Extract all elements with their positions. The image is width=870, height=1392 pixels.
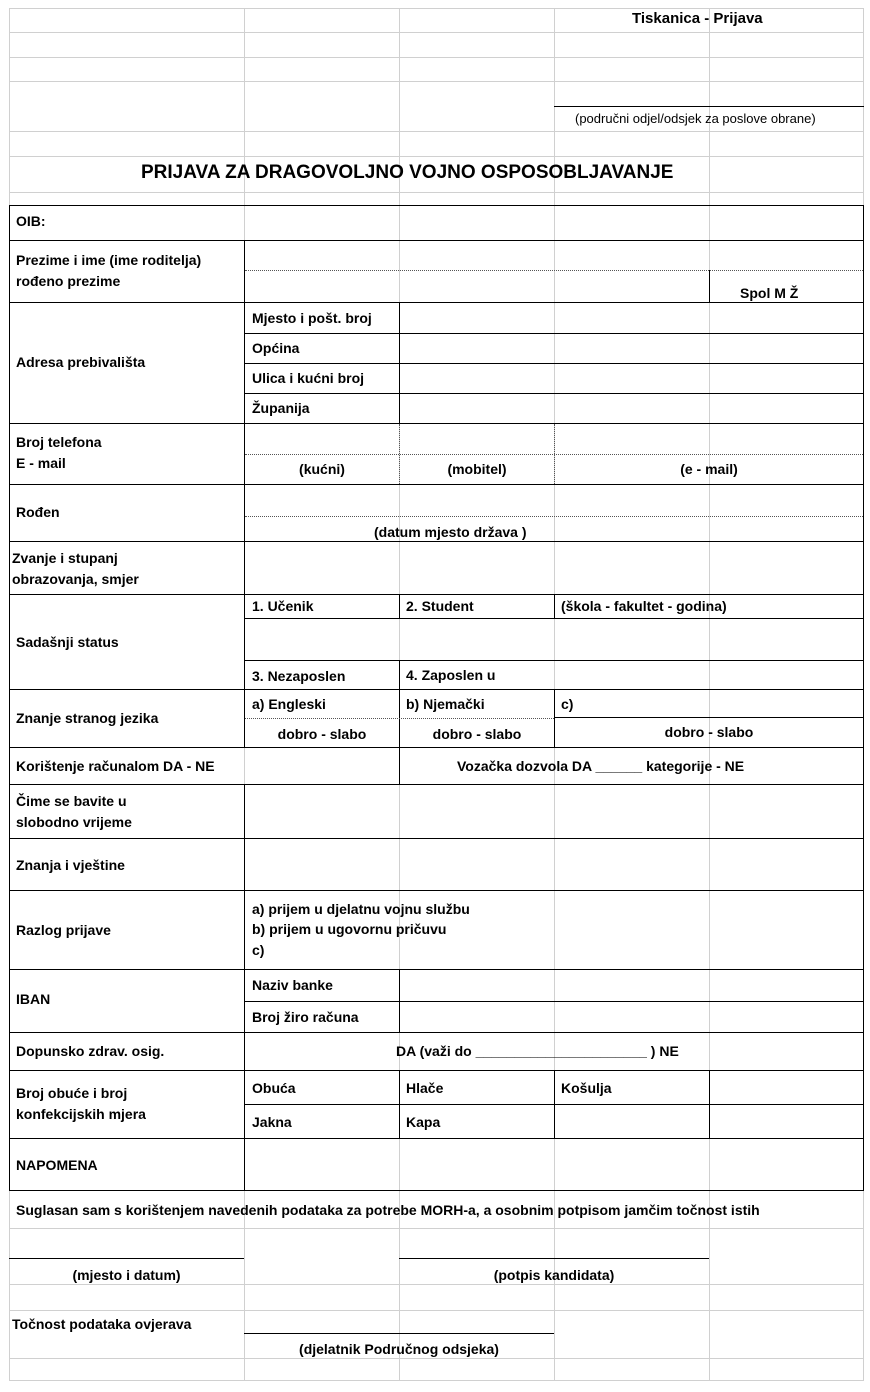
signature-caption: (potpis kandidata) <box>493 1267 615 1283</box>
form-title: PRIJAVA ZA DRAGOVOLJNO VOJNO OSPOSOBLJAVANJE <box>141 162 674 183</box>
name-label-line2: rođeno prezime <box>16 273 121 289</box>
address-county-label: Županija <box>252 400 310 416</box>
reason-option-active-service[interactable]: a) prijem u djelatnu vojnu službu <box>252 901 470 917</box>
reason-option-contract-reserve[interactable]: b) prijem u ugovornu pričuvu <box>252 921 447 937</box>
officer-caption: (djelatnik Područnog odsjeka) <box>299 1341 499 1357</box>
gender-field[interactable]: Spol M Ž <box>740 285 799 301</box>
cap-size-label: Kapa <box>406 1114 441 1130</box>
language-german[interactable]: b) Njemački <box>406 696 485 712</box>
occupation-label-line1: Zvanje i stupanj <box>12 550 118 566</box>
born-label: Rođen <box>16 504 60 520</box>
status-option-student[interactable]: 2. Student <box>406 598 474 614</box>
oib-label: OIB: <box>16 213 46 229</box>
status-option-unemployed[interactable]: 3. Nezaposlen <box>252 668 346 684</box>
office-caption: (područni odjel/odsjek za poslove obrane) <box>575 111 816 126</box>
sizes-label-line1: Broj obuće i broj <box>16 1085 128 1101</box>
place-date-line <box>9 1258 244 1259</box>
place-date-caption: (mjesto i datum) <box>72 1267 181 1283</box>
address-place-label: Mjesto i pošt. broj <box>252 310 372 326</box>
iban-label: IBAN <box>16 991 51 1007</box>
driving-licence-field[interactable]: Vozačka dozvola DA ______ kategorije - NE <box>457 758 745 774</box>
address-municipality-label: Općina <box>252 340 300 356</box>
signature-line <box>399 1258 709 1259</box>
shirt-size-label: Košulja <box>561 1080 612 1096</box>
jacket-size-label: Jakna <box>252 1114 292 1130</box>
shoe-size-label: Obuća <box>252 1080 296 1096</box>
born-caption: (datum mjesto država ) <box>374 524 527 540</box>
computer-use-field[interactable]: Korištenje računalom DA - NE <box>16 758 215 774</box>
email-caption: (e - mail) <box>680 461 738 477</box>
name-label-line1: Prezime i ime (ime roditelja) <box>16 252 202 268</box>
occupation-label-line2: obrazovanja, smjer <box>12 571 139 587</box>
consent-text: Suglasan sam s korištenjem navedenih podataka za potrebe MORH-a, a osobnim potpisom jamčim točnost istih <box>16 1202 760 1218</box>
insurance-field[interactable]: DA (važi do ______________________ ) NE <box>396 1043 679 1059</box>
address-street-label: Ulica i kućni broj <box>252 370 365 386</box>
reason-label: Razlog prijave <box>16 922 111 938</box>
form-tag: Tiskanica - Prijava <box>632 10 763 27</box>
language-level-other[interactable]: dobro - slabo <box>664 724 754 740</box>
sizes-label-line2: konfekcijskih mjera <box>16 1106 146 1122</box>
language-other[interactable]: c) <box>561 696 574 712</box>
office-line <box>554 106 864 107</box>
status-option-pupil[interactable]: 1. Učenik <box>252 598 314 614</box>
phone-label-line1: Broj telefona <box>16 434 102 450</box>
status-label: Sadašnji status <box>16 634 119 650</box>
languages-label: Znanje stranog jezika <box>16 710 159 726</box>
insurance-label: Dopunsko zdrav. osig. <box>16 1043 165 1059</box>
officer-line <box>244 1333 554 1334</box>
phone-label-line2: E - mail <box>16 455 66 471</box>
language-level-german[interactable]: dobro - slabo <box>432 726 522 742</box>
status-option-employed[interactable]: 4. Zaposlen u <box>406 667 496 683</box>
account-number-label: Broj žiro računa <box>252 1009 359 1025</box>
skills-label: Znanja i vještine <box>16 857 125 873</box>
verify-label: Točnost podataka ovjerava <box>12 1316 192 1332</box>
language-english[interactable]: a) Engleski <box>252 696 326 712</box>
hobby-label-line2: slobodno vrijeme <box>16 814 132 830</box>
bank-name-label: Naziv banke <box>252 977 333 993</box>
phone-home-caption: (kućni) <box>299 461 345 477</box>
note-label: NAPOMENA <box>16 1157 98 1173</box>
address-label: Adresa prebivališta <box>16 354 146 370</box>
trousers-size-label: Hlače <box>406 1080 444 1096</box>
phone-mobile-caption: (mobitel) <box>447 461 507 477</box>
hobby-label-line1: Čime se bavite u <box>16 793 127 809</box>
status-school-caption: (škola - fakultet - godina) <box>561 598 727 614</box>
reason-option-other[interactable]: c) <box>252 942 265 958</box>
language-level-english[interactable]: dobro - slabo <box>277 726 367 742</box>
